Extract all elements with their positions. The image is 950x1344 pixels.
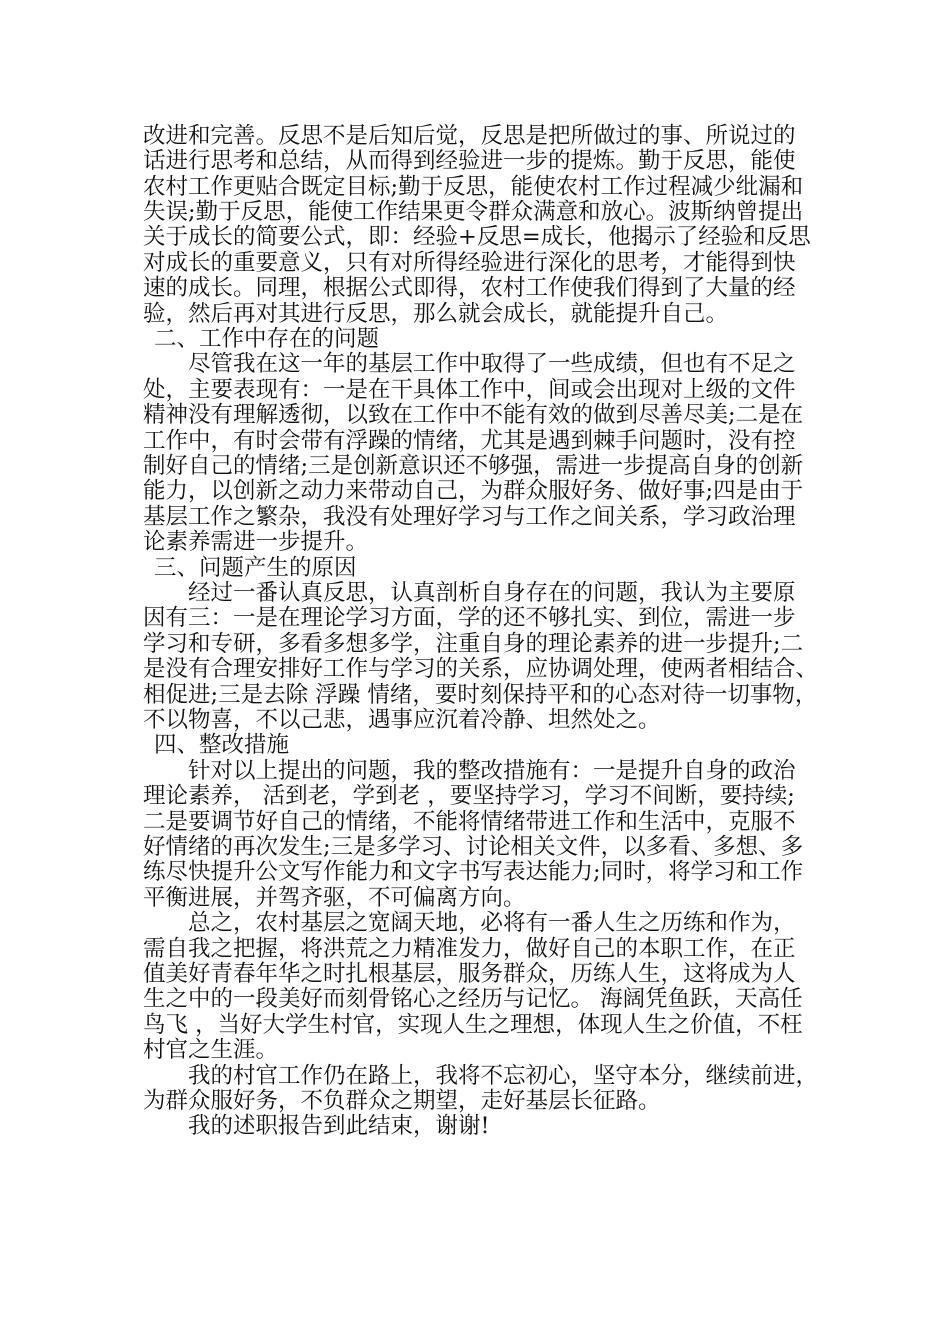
paragraph-line: 需自我之把握，将洪荒之力精准发力，做好自己的本职工作，在正 [143, 936, 796, 962]
paragraph-line: 关于成长的简要公式，即：经验+反思=成长，他揭示了经验和反思 [143, 224, 811, 250]
paragraph-line: 村官之生涯。 [143, 1037, 279, 1063]
section-heading: 四、整改措施 [154, 732, 290, 758]
paragraph-line: 我的村官工作仍在路上，我将不忘初心，坚守本分，继续前进， [188, 1063, 819, 1089]
paragraph-line: 不以物喜，不以己悲，遇事应沉着冷静、坦然处之。 [143, 707, 661, 733]
paragraph-line: 论素养需进一步提升。 [143, 529, 369, 555]
paragraph-line: 值美好青春年华之时扎根基层，服务群众，历练人生，这将成为人 [143, 961, 796, 987]
paragraph-line: 基层工作之繁杂，我没有处理好学习与工作之间关系，学习政治理 [143, 504, 796, 530]
paragraph-line: 相促进;三是去除 浮躁 情绪，要时刻保持平和的心态对待一切事物， [143, 682, 818, 708]
paragraph-line: 学习和专研，多看多想多学，注重自身的理论素养的进一步提升;二 [143, 631, 804, 657]
paragraph-line: 经过一番认真反思，认真剖析自身存在的问题，我认为主要原 [188, 580, 796, 606]
paragraph-line: 鸟飞 ，当好大学生村官，实现人生之理想，体现人生之价值，不枉 [143, 1012, 803, 1038]
paragraph-line: 因有三：一是在理论学习方面，学的还不够扎实、到位，需进一步 [143, 605, 796, 631]
paragraph-line: 失误;勤于反思，能使工作结果更令群众满意和放心。波斯纳曾提出 [143, 199, 804, 225]
paragraph-line: 改进和完善。反思不是后知后觉，反思是把所做过的事、所说过的 [143, 123, 796, 149]
paragraph-line: 是没有合理安排好工作与学习的关系，应协调处理，使两者相结合、 [143, 656, 819, 682]
paragraph-line: 尽管我在这一年的基层工作中取得了一些成绩，但也有不足之 [188, 351, 796, 377]
paragraph-line: 精神没有理解透彻，以致在工作中不能有效的做到尽善尽美;二是在 [143, 402, 804, 428]
closing-line: 我的述职报告到此结束，谢谢! [188, 1113, 490, 1139]
paragraph-line: 工作中，有时会带有浮躁的情绪，尤其是遇到棘手问题时，没有控 [143, 428, 796, 454]
paragraph-line: 能力，以创新之动力来带动自己，为群众服好务、做好事;四是由于 [143, 478, 804, 504]
section-heading: 二、工作中存在的问题 [154, 326, 380, 352]
paragraph-line: 农村工作更贴合既定目标;勤于反思，能使农村工作过程减少纰漏和 [143, 174, 804, 200]
paragraph-line: 平衡进展，并驾齐驱，不可偏离方向。 [143, 885, 526, 911]
paragraph-line: 二是要调节好自己的情绪，不能将情绪带进工作和生活中，克服不 [143, 809, 796, 835]
paragraph-line: 好情绪的再次发生;三是多学习、讨论相关文件，以多看、多想、多 [143, 834, 804, 860]
paragraph-line: 制好自己的情绪;三是创新意识还不够强，需进一步提高自身的创新 [143, 453, 804, 479]
section-heading: 三、问题产生的原因 [154, 555, 357, 581]
paragraph-line: 话进行思考和总结，从而得到经验进一步的提炼。勤于反思，能使 [143, 148, 796, 174]
paragraph-line: 对成长的重要意义，只有对所得经验进行深化的思考，才能得到快 [143, 250, 796, 276]
paragraph-line: 速的成长。同理，根据公式即得，农村工作使我们得到了大量的经 [143, 275, 796, 301]
paragraph-line: 处，主要表现有：一是在干具体工作中，间或会出现对上级的文件 [143, 377, 796, 403]
paragraph-line: 生之中的一段美好而刻骨铭心之经历与记忆。 海阔凭鱼跃，天高任 [143, 986, 803, 1012]
paragraph-line: 为群众服好务，不负群众之期望，走好基层长征路。 [143, 1088, 661, 1114]
paragraph-line: 针对以上提出的问题，我的整改措施有：一是提升自身的政治 [188, 758, 796, 784]
paragraph-line: 总之，农村基层之宽阔天地，必将有一番人生之历练和作为， [188, 910, 796, 936]
paragraph-line: 理论素养， 活到老，学到老 ，要坚持学习，学习不间断，要持续; [143, 783, 795, 809]
paragraph-line: 验，然后再对其进行反思，那么就会成长，就能提升自己。 [143, 301, 729, 327]
paragraph-line: 练尽快提升公文写作能力和文字书写表达能力;同时，将学习和工作 [143, 859, 804, 885]
